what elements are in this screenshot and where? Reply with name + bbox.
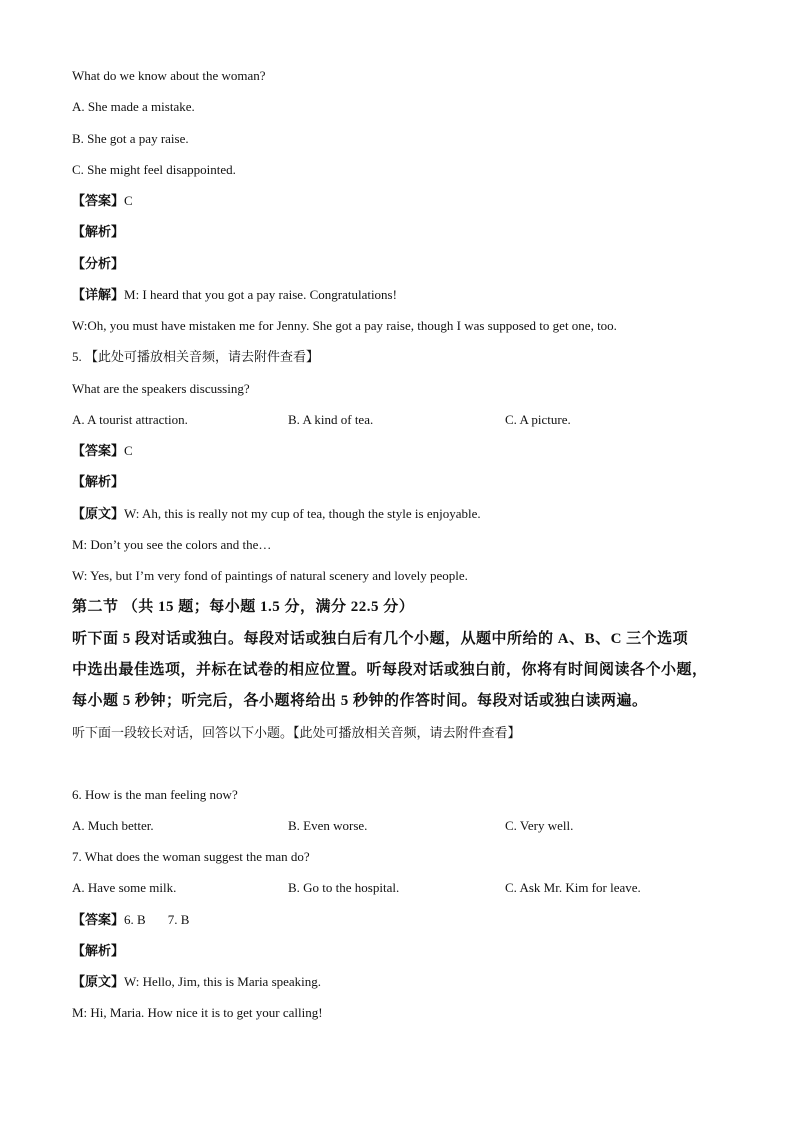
q5-header: 5. 【此处可播放相关音频，请去附件查看】 (72, 349, 320, 364)
section2-instruction-1: 听下面 5 段对话或独白。每段对话或独白后有几个小题，从题中所给的 A、B、C 三个选项 (72, 631, 689, 647)
section2-instruction-3: 每小题 5 秒钟；听完后，各小题将给出 5 秒钟的作答时间。每段对话或独白读两遍。 (72, 693, 648, 709)
q5-original-line1 (72, 505, 481, 523)
q67-original-line1 (72, 973, 321, 991)
q6-question: 6. How is the man feeling now? (72, 787, 238, 802)
q67-answer (72, 911, 189, 929)
q4-analysis-tag (72, 223, 124, 241)
q5-original-line3: W: Yes, but I’m very fond of paintings of natural scenery and lovely people. (72, 568, 468, 583)
answer-6: 6. B (124, 912, 146, 927)
q4-question: What do we know about the woman? (72, 68, 266, 83)
original-tag: 【原文】 (72, 974, 125, 989)
q5-question: What are the speakers discussing? (72, 381, 250, 396)
q7-option-c: C. Ask Mr. Kim for leave. (505, 880, 641, 895)
q5-answer (72, 442, 133, 460)
q6-option-c: C. Very well. (505, 818, 574, 833)
q5-option-b: B. A kind of tea. (288, 412, 374, 427)
answer-value: C (124, 443, 133, 458)
q6-option-a: A. Much better. (72, 818, 154, 833)
analysis-tag: 【解析】 (72, 474, 125, 489)
original-text: W: Ah, this is really not my cup of tea, though the style is enjoyable. (124, 506, 481, 521)
q4-option-a: A. She made a mistake. (72, 99, 195, 114)
q7-option-a: A. Have some milk. (72, 880, 177, 895)
q4-fenxi-tag (72, 255, 124, 273)
q5-original-line2: M: Don’t you see the colors and the… (72, 537, 272, 552)
q6-option-b: B. Even worse. (288, 818, 368, 833)
section2-title: 第二节 （共 15 题；每小题 1.5 分，满分 22.5 分） (72, 599, 415, 615)
fenxi-tag: 【分析】 (72, 256, 125, 271)
analysis-tag: 【解析】 (72, 224, 125, 239)
detail-tag: 【详解】 (72, 287, 125, 302)
q4-option-b: B. She got a pay raise. (72, 131, 189, 146)
answer-tag: 【答案】 (72, 912, 125, 927)
original-text: W: Hello, Jim, this is Maria speaking. (124, 974, 322, 989)
q5-option-a: A. A tourist attraction. (72, 412, 188, 427)
q4-detail-line2: W:Oh, you must have mistaken me for Jenny. She got a pay raise, though I was supposed to get one, too. (72, 318, 617, 333)
answer-tag: 【答案】 (72, 443, 125, 458)
q67-analysis-tag (72, 942, 124, 960)
q5-option-c: C. A picture. (505, 412, 571, 427)
answer-7: 7. B (167, 912, 190, 927)
q4-option-c: C. She might feel disappointed. (72, 162, 236, 177)
q4-detail-line1 (72, 286, 397, 304)
detail-text: M: I heard that you got a pay raise. Congratulations! (124, 287, 397, 302)
q7-question: 7. What does the woman suggest the man do? (72, 849, 310, 864)
answer-tag: 【答案】 (72, 193, 125, 208)
q4-answer (72, 192, 133, 210)
analysis-tag: 【解析】 (72, 943, 125, 958)
q5-analysis-tag (72, 473, 124, 491)
answer-value: C (124, 193, 133, 208)
section2-instruction-2: 中选出最佳选项，并标在试卷的相应位置。听每段对话或独白前，你将有时间阅读各个小题， (72, 662, 708, 678)
q7-option-b: B. Go to the hospital. (288, 880, 400, 895)
q67-original-line2: M: Hi, Maria. How nice it is to get your calling! (72, 1005, 323, 1020)
section2-listen-note: 听下面一段较长对话，回答以下小题。【此处可播放相关音频，请去附件查看】 (72, 725, 521, 740)
original-tag: 【原文】 (72, 506, 125, 521)
